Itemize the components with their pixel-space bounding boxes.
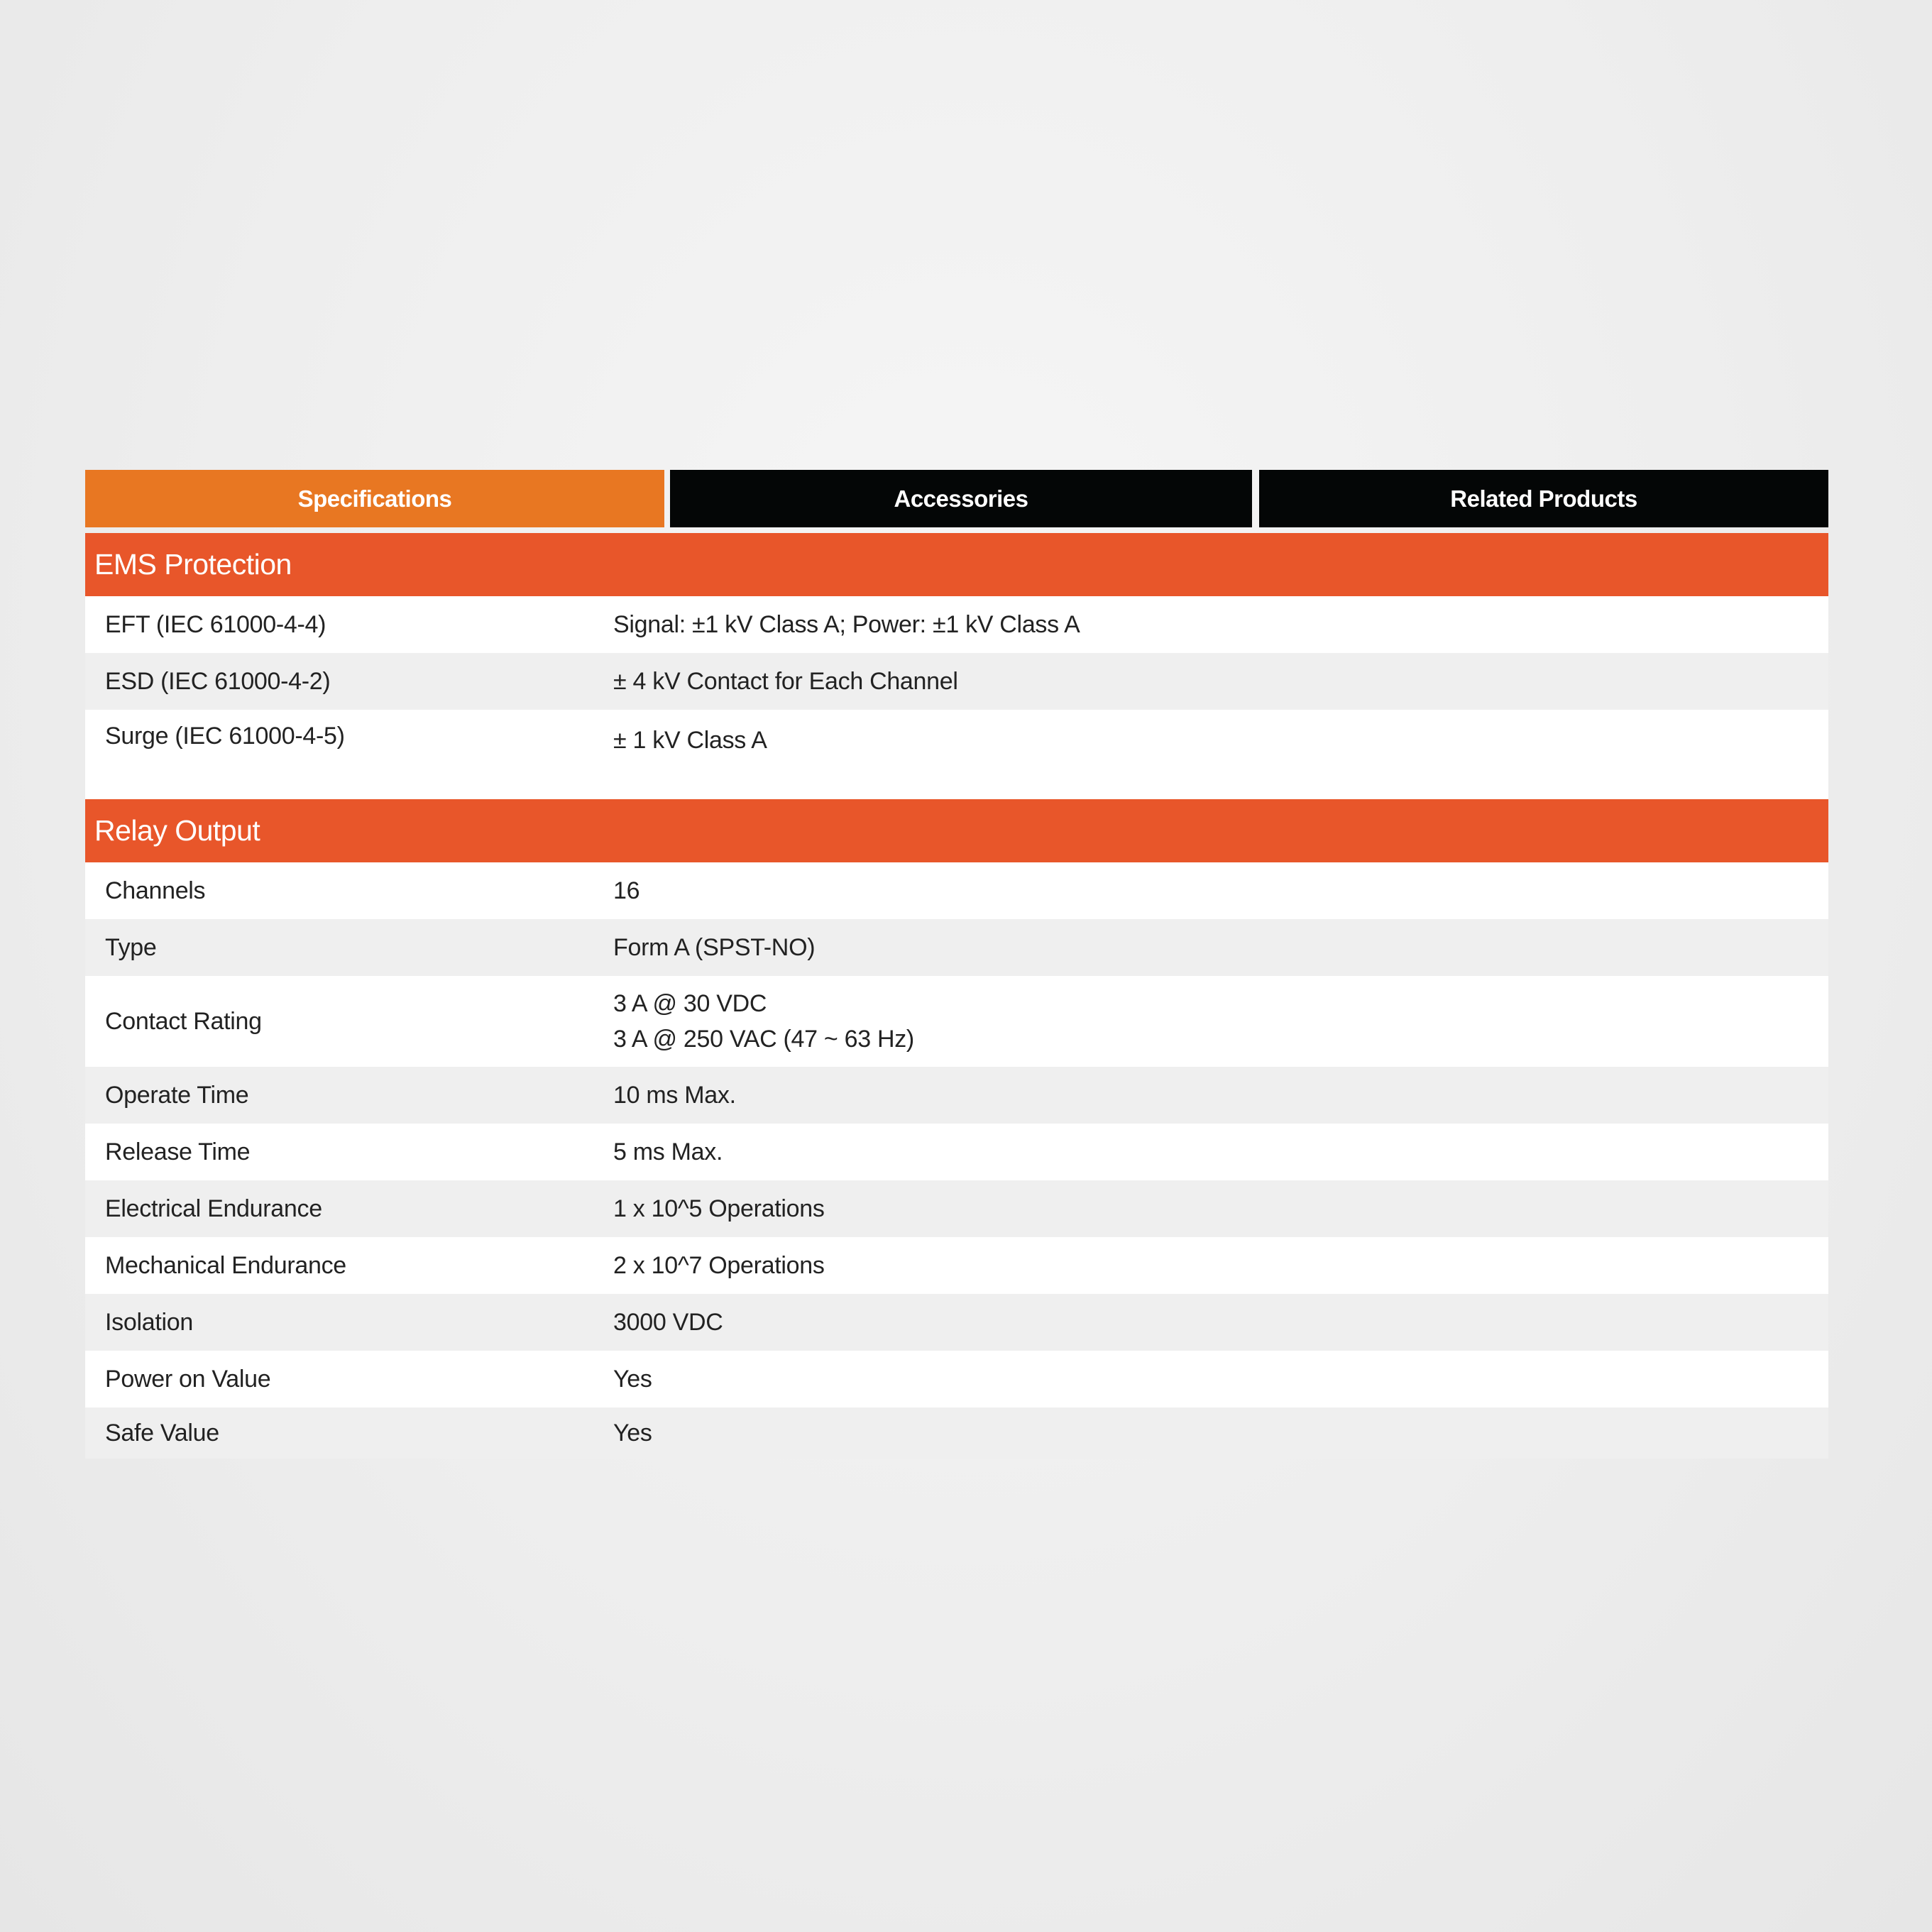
spec-value: Signal: ±1 kV Class A; Power: ±1 kV Class A [613, 611, 1080, 638]
spec-label: ESD (IEC 61000-4-2) [105, 667, 331, 695]
table-row [85, 1294, 1828, 1351]
spec-value: 1 x 10^5 Operations [613, 1195, 825, 1222]
spec-label: Electrical Endurance [105, 1195, 322, 1222]
spec-value: 2 x 10^7 Operations [613, 1252, 825, 1279]
spec-value-line: 3 A @ 30 VDC [613, 990, 767, 1017]
section-header-ems-protection: EMS Protection [85, 533, 1828, 596]
spec-value: ± 4 kV Contact for Each Channel [613, 668, 958, 695]
spec-label: EFT (IEC 61000-4-4) [105, 610, 326, 638]
spec-label: Power on Value [105, 1365, 271, 1393]
tab-specifications[interactable]: Specifications [85, 470, 664, 527]
spec-label: Release Time [105, 1138, 251, 1165]
spec-label: Type [105, 933, 157, 961]
spec-value-line: 3 A @ 250 VAC (47 ~ 63 Hz) [613, 1026, 914, 1053]
table-row [85, 1407, 1828, 1459]
spec-value: 3000 VDC [613, 1309, 723, 1336]
table-row [85, 976, 1828, 1067]
spec-label: Contact Rating [105, 1007, 262, 1035]
table-row [85, 1067, 1828, 1124]
section-header-relay-output: Relay Output [85, 799, 1828, 862]
spec-label: Operate Time [105, 1081, 249, 1109]
spec-value [613, 986, 1828, 1057]
spec-label: Channels [105, 877, 206, 904]
specifications-table [85, 533, 1828, 1459]
spec-label: Safe Value [105, 1419, 219, 1447]
spec-value: Yes [613, 1420, 652, 1447]
spec-label: Mechanical Endurance [105, 1251, 346, 1279]
table-row [85, 653, 1828, 710]
table-row [85, 919, 1828, 976]
table-row [85, 1237, 1828, 1294]
table-row [85, 1351, 1828, 1407]
spec-value: 16 [613, 877, 640, 904]
table-row [85, 862, 1828, 919]
table-row [85, 596, 1828, 653]
spec-label: Isolation [105, 1308, 193, 1336]
tab-accessories[interactable]: Accessories [670, 470, 1252, 527]
table-row [85, 1180, 1828, 1237]
spec-value: Form A (SPST-NO) [613, 934, 816, 961]
tab-bar [85, 470, 1828, 527]
spec-label: Surge (IEC 61000-4-5) [105, 723, 345, 750]
table-row [85, 1124, 1828, 1180]
tab-related-products[interactable]: Related Products [1259, 470, 1828, 527]
spec-value: Yes [613, 1366, 652, 1393]
table-row [85, 710, 1828, 799]
spec-value: ± 1 kV Class A [613, 727, 767, 754]
spec-value: 10 ms Max. [613, 1082, 736, 1109]
spec-value: 5 ms Max. [613, 1138, 723, 1165]
